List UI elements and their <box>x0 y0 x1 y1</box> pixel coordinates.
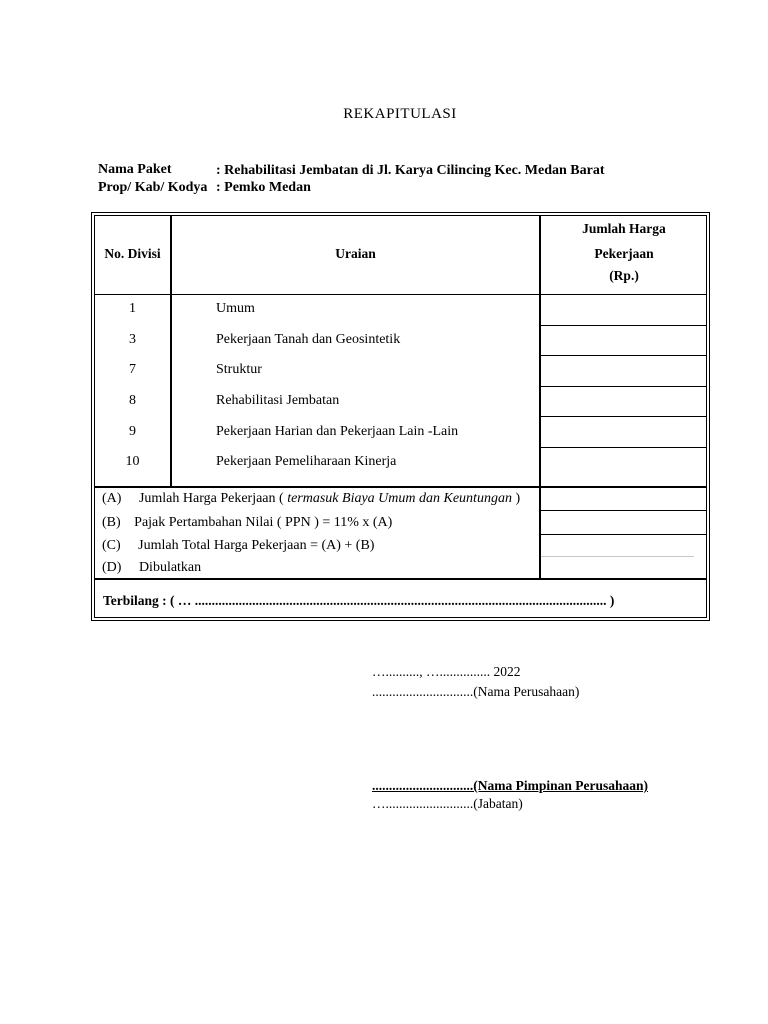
table-row-no: 9 <box>129 424 136 439</box>
summary-rule <box>541 510 707 511</box>
table-row-uraian: Pekerjaan Harian dan Pekerjaan Lain -Lain <box>216 424 459 439</box>
row-rule <box>541 325 707 326</box>
paket-label: Nama Paket <box>98 162 172 177</box>
table-row-no: 10 <box>125 454 140 469</box>
section-rule <box>94 486 707 488</box>
table-row-uraian: Pekerjaan Pemeliharaan Kinerja <box>216 454 397 469</box>
header-no-divisi: No. Divisi <box>104 246 161 261</box>
table-row-uraian: Umum <box>216 301 255 316</box>
position-line: …..........................(Jabatan) <box>372 796 523 811</box>
summary-c-text: Jumlah Total Harga Pekerjaan = (A) + (B) <box>138 538 375 553</box>
prop-value: : Pemko Medan <box>216 180 311 195</box>
company-line: ..............................(Nama Perusahaan) <box>372 684 580 699</box>
summary-a-text: Jumlah Harga Pekerjaan ( <box>138 491 288 506</box>
terbilang-line: Terbilang : ( … .......................................................................................................................... ) <box>103 593 615 608</box>
header-jumlah-line1: Jumlah Harga <box>582 221 666 236</box>
summary-d-label: (D) <box>102 560 122 575</box>
table-row-uraian: Struktur <box>216 362 262 377</box>
summary-rule <box>541 556 694 557</box>
header-rule <box>94 294 707 295</box>
summary-a-label: (A) <box>102 491 122 506</box>
table-row-no: 1 <box>129 301 136 316</box>
summary-row-b <box>102 515 392 531</box>
table-row-no: 7 <box>129 362 136 377</box>
table-row-uraian: Pekerjaan Tanah dan Geosintetik <box>216 332 401 347</box>
header-uraian: Uraian <box>335 246 376 261</box>
summary-row-c <box>102 538 374 554</box>
summary-a-close: ) <box>511 491 521 506</box>
row-rule <box>541 416 707 417</box>
table-row-uraian: Rehabilitasi Jembatan <box>216 393 340 408</box>
document-title: REKAPITULASI <box>343 106 457 122</box>
header-jumlah-line3: (Rp.) <box>609 268 639 283</box>
summary-d-text: Dibulatkan <box>138 560 202 575</box>
prop-label: Prop/ Kab/ Kodya <box>98 180 208 195</box>
leader-line: ..............................(Nama Pimpinan Perusahaan) <box>372 778 649 793</box>
summary-row-a <box>102 491 520 507</box>
summary-c-label: (C) <box>102 538 121 553</box>
header-jumlah-line2: Pekerjaan <box>594 246 654 261</box>
summary-b-label: (B) <box>102 515 121 530</box>
summary-rule <box>541 534 707 535</box>
summary-row-d <box>102 560 201 576</box>
row-rule <box>541 447 707 448</box>
row-rule <box>541 386 707 387</box>
date-line: ….........., …............... 2022 <box>372 664 521 679</box>
table-row-no: 3 <box>129 332 136 347</box>
summary-a-italic: termasuk Biaya Umum dan Keuntungan <box>287 491 512 506</box>
row-rule <box>541 355 707 356</box>
table-row-no: 8 <box>129 393 136 408</box>
section-rule <box>94 578 707 580</box>
paket-value: : Rehabilitasi Jembatan di Jl. Karya Cilincing Kec. Medan Barat <box>216 163 605 178</box>
summary-b-text: Pajak Pertambahan Nilai ( PPN ) = 11% x (A) <box>134 515 393 530</box>
